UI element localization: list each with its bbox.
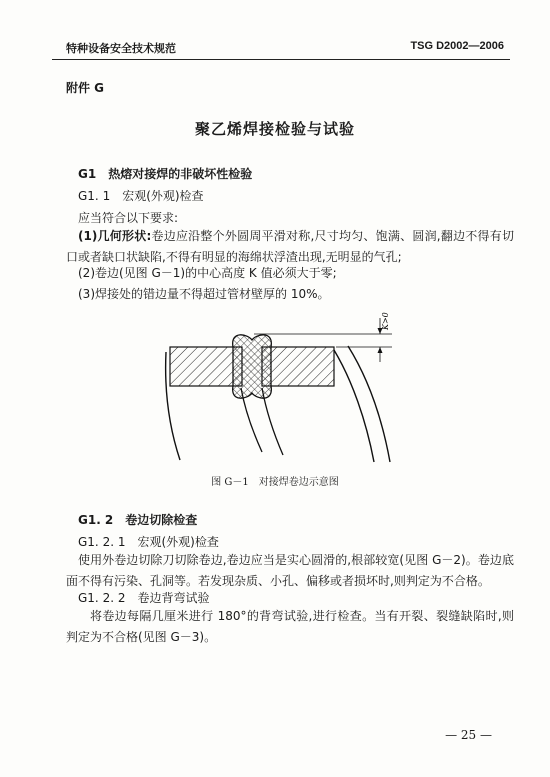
pipe-outer-curve-right-2 — [348, 346, 390, 462]
section-g1-1-heading: G1. 1 宏观(外观)检查 — [78, 189, 204, 203]
section-g1-2-2-heading: G1. 2. 2 卷边背弯试验 — [78, 591, 210, 605]
dim-label-k: K>0 — [381, 312, 390, 330]
section-g1-2-1-heading: G1. 2. 1 宏观(外观)检查 — [78, 535, 219, 549]
section-g1-heading: G1 热熔对接焊的非破坏性检验 — [78, 167, 253, 181]
pipe-wall-left — [170, 347, 242, 386]
requirements-intro: 应当符合以下要求: — [78, 211, 179, 225]
weld-bead — [233, 335, 272, 398]
page-title: 聚乙烯焊接检验与试验 — [194, 120, 355, 138]
pipe-outer-curve-right-1 — [334, 350, 374, 462]
section-g1-2-2-text: 将卷边每隔几厘米进行 180°的背弯试验,进行检查。当有开裂、裂缝缺陷时,则判定为不合格(见图 G－3)。 — [66, 609, 514, 644]
figure-caption: 图 G－1 对接焊卷边示意图 — [211, 477, 339, 488]
header-spec-title: 特种设备安全技术规范 — [66, 42, 176, 55]
item-1-prefix: (1)几何形状: — [78, 229, 152, 243]
requirement-item-3: (3)焊接处的错边量不得超过管材壁厚的 10%。 — [78, 287, 330, 301]
header-standard-code: TSG D2002—2006 — [410, 40, 504, 52]
section-g1-2-heading: G1. 2 卷边切除检查 — [78, 513, 198, 527]
page-number: — 25 — — [445, 728, 492, 742]
section-g1-2-1-text: 使用外卷边切除刀切除卷边,卷边应当是实心圆滑的,根部较宽(见图 G－2)。卷边底面不得有污染、孔洞等。若发现杂质、小孔、偏移或者损坏时,则判定为不合格。 — [66, 553, 514, 588]
annex-label: 附件 G — [66, 81, 105, 95]
item-1-text: 卷边应沿整个外圆周平滑对称,尺寸均匀、饱满、圆润,翻边不得有切口或者缺口状缺陷,不得有明显的海绵状浮渣出现,无明显的气孔; — [66, 229, 514, 264]
requirement-item-2: (2)卷边(见图 G－1)的中心高度 K 值必须大于零; — [78, 266, 337, 280]
pipe-wall-right — [262, 347, 334, 386]
